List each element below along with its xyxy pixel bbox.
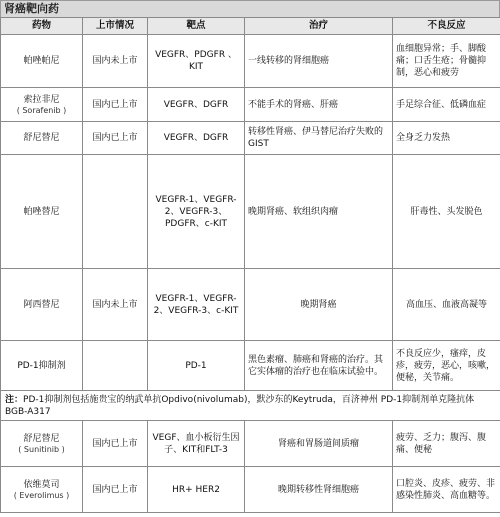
drug-table bbox=[0, 17, 500, 513]
table-title: 肾癌靶向药 bbox=[0, 0, 500, 17]
drug-target: VEGF、血小板衍生因子、KIT和FLT-3 bbox=[148, 421, 245, 467]
drug-name: 索拉非尼 bbox=[23, 94, 60, 105]
drug-treatment: 晚期肾癌 bbox=[245, 269, 393, 341]
drug-target: PD-1 bbox=[148, 341, 245, 391]
drug-name: 阿西替尼 bbox=[1, 269, 83, 341]
drug-treatment: 晚期肾癌、软组织肉瘤 bbox=[245, 155, 393, 269]
drug-status: 国内已上市 bbox=[83, 122, 148, 155]
header-treatment: 治疗 bbox=[245, 18, 393, 35]
header-side-effects: 不良反应 bbox=[393, 18, 500, 35]
table-row bbox=[1, 467, 500, 513]
drug-status: 国内已上市 bbox=[83, 421, 148, 467]
drug-status: 国内已上市 bbox=[83, 467, 148, 513]
drug-name-en: ( Sunitinib ) bbox=[18, 444, 65, 454]
header-drug: 药物 bbox=[1, 18, 83, 35]
drug-side-effects: 口腔炎、皮疹、疲劳、非感染性肺炎、高血糖等。 bbox=[393, 467, 500, 513]
drug-name-cell bbox=[1, 421, 83, 467]
table-row bbox=[1, 269, 500, 341]
drug-side-effects: 不良反应少，瘙痒，皮疹，疲劳，恶心，咳嗽，便秘，关节痛。 bbox=[393, 341, 500, 391]
drug-name: PD-1抑制剂 bbox=[1, 341, 83, 391]
drug-status bbox=[83, 155, 148, 269]
table-row bbox=[1, 421, 500, 467]
drug-name-en: ( Sorafenib ) bbox=[16, 105, 67, 115]
drug-side-effects: 疲劳、乏力；腹泻、腹痛、便秘 bbox=[393, 421, 500, 467]
note-text: PD-1抑制剂包括施贵宝的纳武单抗Opdivo(nivolumab)，默沙东的Keytruda，百济神州 PD-1抑制剂单克隆抗体 BGB-A317 bbox=[5, 394, 475, 417]
drug-side-effects: 全身乏力发热 bbox=[393, 122, 500, 155]
drug-target: VEGFR、DGFR bbox=[148, 88, 245, 122]
drug-treatment: 晚期转移性肾细胞癌 bbox=[245, 467, 393, 513]
drug-treatment: 黑色素瘤、肺癌和肾癌的治疗。其它实体瘤的治疗也在临床试验中。 bbox=[245, 341, 393, 391]
drug-name-cell bbox=[1, 467, 83, 513]
drug-status bbox=[83, 341, 148, 391]
drug-name: 帕唑帕尼 bbox=[1, 35, 83, 88]
table-row bbox=[1, 122, 500, 155]
drug-treatment: 肾癌和胃肠道间质瘤 bbox=[245, 421, 393, 467]
drug-side-effects: 血细胞异常；手、脚酸痛；口舌生疮；骨髓抑制，恶心和疲劳 bbox=[393, 35, 500, 88]
drug-status: 国内未上市 bbox=[83, 35, 148, 88]
drug-name: 舒尼替尼 bbox=[23, 433, 60, 444]
header-row bbox=[1, 18, 500, 35]
drug-target: VEGFR-1、VEGFR-2、VEGFR-3、PDGFR、c-KIT bbox=[148, 155, 245, 269]
drug-name: 舒尼替尼 bbox=[1, 122, 83, 155]
note-row bbox=[1, 391, 500, 421]
drug-name: 帕唑替尼 bbox=[1, 155, 83, 269]
drug-status: 国内未上市 bbox=[83, 269, 148, 341]
drug-side-effects: 手足综合征、低磷血症 bbox=[393, 88, 500, 122]
table-row bbox=[1, 341, 500, 391]
drug-treatment: 一线转移的肾细胞癌 bbox=[245, 35, 393, 88]
drug-name-cell bbox=[1, 88, 83, 122]
drug-target: HR+ HER2 bbox=[148, 467, 245, 513]
drug-treatment: 转移性肾癌、伊马替尼治疗失败的 GIST bbox=[245, 122, 393, 155]
header-status: 上市情况 bbox=[83, 18, 148, 35]
drug-target: VEGFR-1、VEGFR-2、VEGFR-3、c-KIT bbox=[148, 269, 245, 341]
drug-name: 依维莫司 bbox=[23, 479, 60, 490]
drug-status: 国内已上市 bbox=[83, 88, 148, 122]
note-cell bbox=[1, 391, 500, 421]
drug-target: VEGFR、DGFR bbox=[148, 122, 245, 155]
drug-side-effects: 肝毒性、头发脱色 bbox=[393, 155, 500, 269]
table-row bbox=[1, 155, 500, 269]
table-row bbox=[1, 88, 500, 122]
drug-target: VEGFR、PDGFR 、KIT bbox=[148, 35, 245, 88]
drug-name-en: ( Everolimus ) bbox=[13, 490, 70, 500]
note-label: 注： bbox=[5, 394, 24, 405]
drug-treatment: 不能手术的肾癌、肝癌 bbox=[245, 88, 393, 122]
drug-side-effects: 高血压、血液高凝等 bbox=[393, 269, 500, 341]
header-target: 靶点 bbox=[148, 18, 245, 35]
table-row bbox=[1, 35, 500, 88]
